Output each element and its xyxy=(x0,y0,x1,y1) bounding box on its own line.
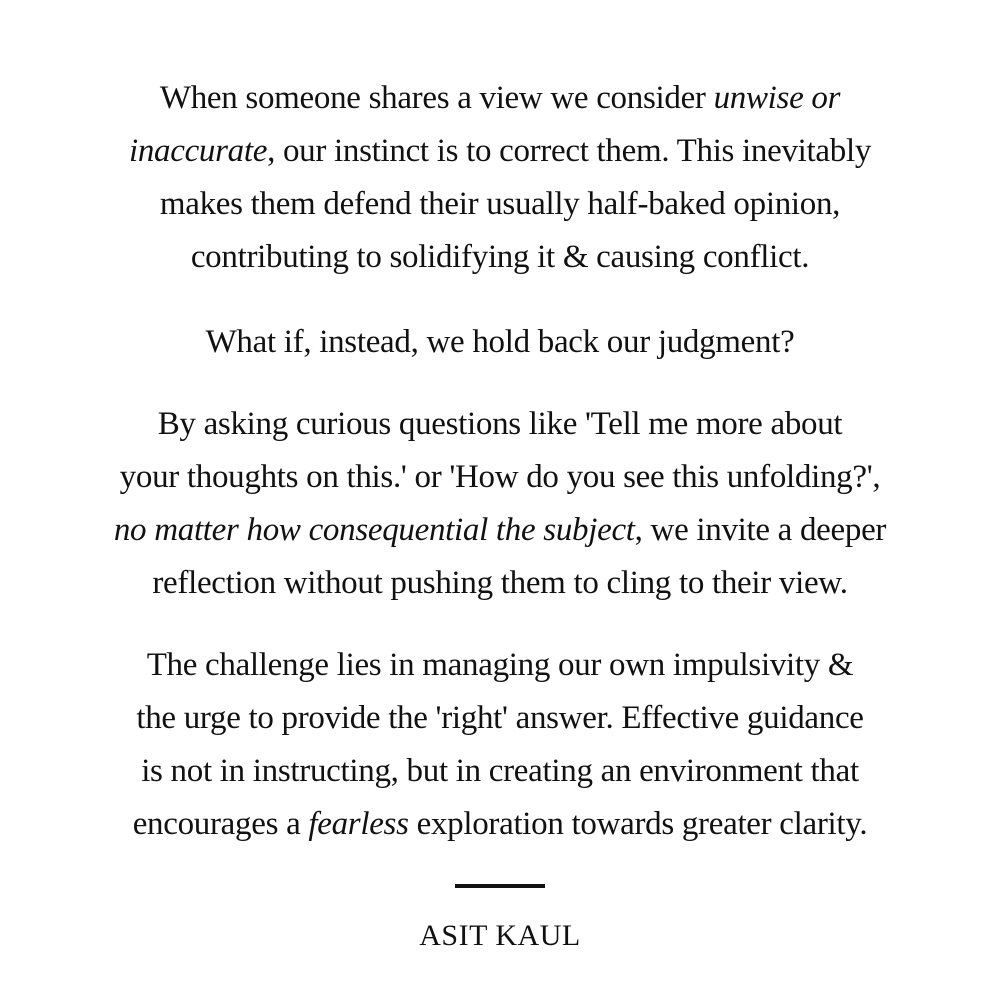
author-name: ASIT KAUL xyxy=(419,919,581,952)
divider-rule xyxy=(455,884,545,888)
quote-line xyxy=(0,182,1000,226)
text-segment: exploration towards greater clarity. xyxy=(408,806,868,842)
text-segment: contributing to solidifying it & causing conflict. xyxy=(190,239,810,275)
quote-line xyxy=(0,455,1000,499)
text-segment: encourages a xyxy=(132,806,309,842)
text-segment: is not in instructing, but in creating an environment that xyxy=(141,753,859,789)
quote-line xyxy=(0,561,1000,605)
text-segment: reflection without pushing them to cling to their view. xyxy=(152,565,848,601)
text-segment: , we invite a deeper xyxy=(634,512,887,548)
quote-line xyxy=(0,402,1000,446)
quote-line xyxy=(0,508,1000,552)
emphasis-segment: unwise or xyxy=(713,80,841,116)
text-segment: your thoughts on this.' or 'How do you see this unfolding?', xyxy=(119,459,881,495)
text-segment: The challenge lies in managing our own impulsivity & xyxy=(146,647,854,683)
quote-line xyxy=(0,320,1000,364)
text-segment: By asking curious questions like 'Tell me more about xyxy=(157,406,843,442)
quote-line xyxy=(0,802,1000,846)
quote-line xyxy=(0,129,1000,173)
quote-line xyxy=(0,696,1000,740)
emphasis-segment: fearless xyxy=(308,806,409,842)
text-segment: What if, instead, we hold back our judgment? xyxy=(205,324,795,360)
text-segment: , our instinct is to correct them. This inevitably xyxy=(267,133,872,169)
emphasis-segment: no matter how consequential the subject xyxy=(113,512,635,548)
text-segment: makes them defend their usually half-baked opinion, xyxy=(159,186,841,222)
quote-line xyxy=(0,749,1000,793)
quote-line xyxy=(0,643,1000,687)
text-segment: When someone shares a view we consider xyxy=(159,80,714,116)
emphasis-segment: inaccurate xyxy=(128,133,268,169)
quote-line xyxy=(0,235,1000,279)
quote-line xyxy=(0,76,1000,120)
text-segment: the urge to provide the 'right' answer. Effective guidance xyxy=(136,700,864,736)
